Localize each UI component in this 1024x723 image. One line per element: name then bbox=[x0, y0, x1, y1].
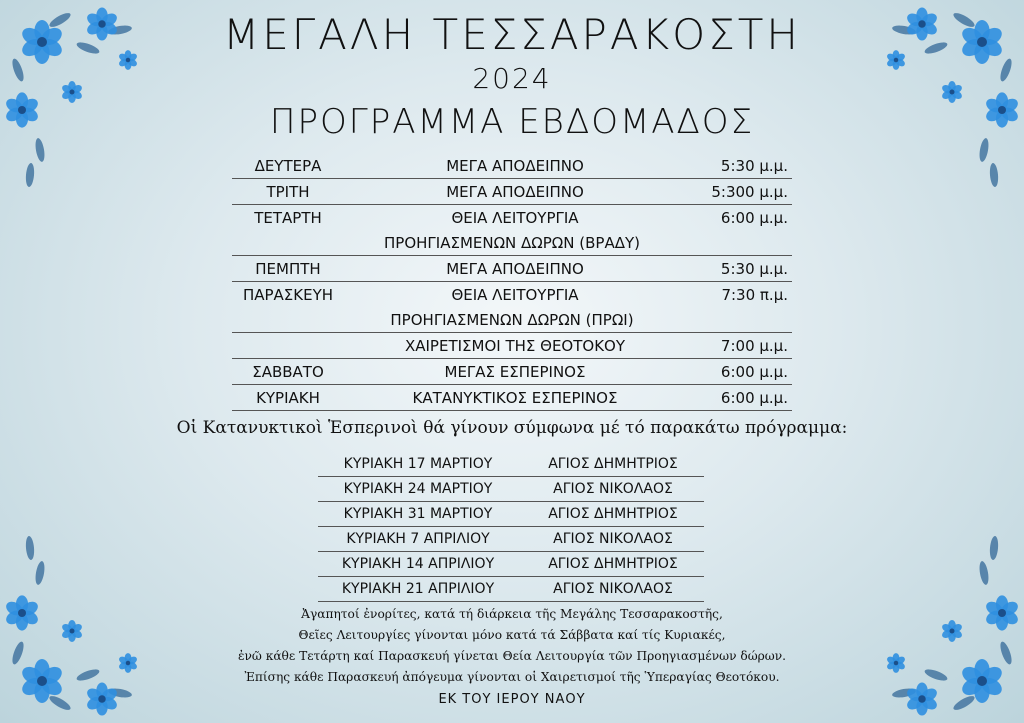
schedule-service: ΧΑΙΡΕΤΙΣΜΟΙ ΤΗΣ ΘΕΟΤΟΚΟΥ bbox=[404, 337, 626, 355]
vespers-row bbox=[318, 577, 704, 602]
schedule-service: ΜΕΓΑ ΑΠΟΔΕΙΠΝΟ bbox=[446, 157, 584, 175]
announcement-line: Ἀγαπητοί ἐνορίτες, κατά τή διάρκεια τῆς Μεγάλης Τεσσαρακοστῆς, bbox=[301, 607, 723, 621]
schedule-day: ΤΡΙΤΗ bbox=[266, 183, 310, 201]
schedule-row-continuation bbox=[232, 307, 792, 333]
announcement-line: Ἐπίσης κάθε Παρασκευή ἀπόγευμα γίνονται οἱ Χαιρετισμοί τῆς Ὑπεραγίας Θεοτόκου. bbox=[244, 670, 780, 684]
vespers-row bbox=[318, 552, 704, 577]
schedule-row bbox=[232, 359, 792, 385]
signature: ΕΚ ΤΟΥ ΙΕΡΟΥ ΝΑΟΥ bbox=[438, 692, 586, 707]
vespers-church: ΑΓΙΟΣ ΔΗΜΗΤΡΙΟΣ bbox=[548, 456, 678, 472]
schedule-service: ΘΕΙΑ ΛΕΙΤΟΥΡΓΙΑ bbox=[451, 209, 579, 227]
vespers-table bbox=[318, 452, 704, 602]
vespers-date: ΚΥΡΙΑΚΗ 21 ΑΠΡΙΛΙΟΥ bbox=[341, 581, 495, 597]
vespers-date: ΚΥΡΙΑΚΗ 31 ΜΑΡΤΙΟΥ bbox=[343, 506, 493, 522]
vespers-row bbox=[318, 452, 704, 477]
schedule-service: ΜΕΓΑ ΑΠΟΔΕΙΠΝΟ bbox=[446, 183, 584, 201]
vespers-church: ΑΓΙΟΣ ΝΙΚΟΛΑΟΣ bbox=[553, 531, 673, 547]
schedule-time: 6:00 μ.μ. bbox=[720, 363, 788, 381]
announcement-line: Θεῖες Λειτουργίες γίνονται μόνο κατά τά Σάββατα καί τίς Κυριακές, bbox=[298, 628, 726, 642]
vespers-row bbox=[318, 477, 704, 502]
vespers-date: ΚΥΡΙΑΚΗ 24 ΜΑΡΤΙΟΥ bbox=[343, 481, 493, 497]
schedule-service-continuation: ΠΡΟΗΓΙΑΣΜΕΝΩΝ ΔΩΡΩΝ (ΠΡΩΙ) bbox=[390, 311, 634, 329]
vespers-church: ΑΓΙΟΣ ΔΗΜΗΤΡΙΟΣ bbox=[548, 506, 678, 522]
year-label: 2024 bbox=[472, 62, 552, 95]
page-title: ΜΕΓΑΛΗ ΤΕΣΣΑΡΑΚΟΣΤΗ bbox=[222, 10, 801, 59]
schedule-time: 5:30 μ.μ. bbox=[720, 260, 788, 278]
schedule-day: ΚΥΡΙΑΚΗ bbox=[256, 389, 320, 407]
vespers-date: ΚΥΡΙΑΚΗ 17 ΜΑΡΤΙΟΥ bbox=[343, 456, 493, 472]
schedule-day: ΤΕΤΑΡΤΗ bbox=[254, 209, 322, 227]
vespers-date: ΚΥΡΙΑΚΗ 7 ΑΠΡΙΛΙΟΥ bbox=[346, 531, 490, 547]
schedule-row bbox=[232, 282, 792, 307]
schedule-row bbox=[232, 205, 792, 230]
schedule-time: 5:30 μ.μ. bbox=[720, 157, 788, 175]
schedule-service: ΘΕΙΑ ΛΕΙΤΟΥΡΓΙΑ bbox=[451, 286, 579, 304]
schedule-service: ΜΕΓΑ ΑΠΟΔΕΙΠΝΟ bbox=[446, 260, 584, 278]
schedule-time: 7:00 μ.μ. bbox=[720, 337, 788, 355]
schedule-row-continuation bbox=[232, 230, 792, 256]
page-subtitle: ΠΡΟΓΡΑΜΜΑ ΕΒΔΟΜΑΔΟΣ bbox=[269, 102, 755, 142]
vespers-row bbox=[318, 502, 704, 527]
schedule-time: 6:00 μ.μ. bbox=[720, 209, 788, 227]
schedule-time: 7:30 π.μ. bbox=[721, 286, 788, 304]
announcement-text bbox=[0, 604, 1024, 688]
schedule-day: ΠΑΡΑΣΚΕΥΗ bbox=[242, 286, 334, 304]
vespers-church: ΑΓΙΟΣ ΔΗΜΗΤΡΙΟΣ bbox=[548, 556, 678, 572]
schedule-service-continuation: ΠΡΟΗΓΙΑΣΜΕΝΩΝ ΔΩΡΩΝ (ΒΡΑΔΥ) bbox=[384, 234, 640, 252]
vespers-church: ΑΓΙΟΣ ΝΙΚΟΛΑΟΣ bbox=[553, 581, 673, 597]
schedule-time: 5:300 μ.μ. bbox=[711, 183, 788, 201]
schedule-row bbox=[232, 256, 792, 282]
schedule-row bbox=[232, 385, 792, 411]
schedule-time: 6:00 μ.μ. bbox=[720, 389, 788, 407]
schedule-day: ΠΕΜΠΤΗ bbox=[255, 260, 321, 278]
vespers-note: Οἱ Κατανυκτικοὶ Ἑσπερινοὶ θά γίνουν σύμφωνα μέ τό παρακάτω πρόγραμμα: bbox=[176, 418, 848, 438]
vespers-church: ΑΓΙΟΣ ΝΙΚΟΛΑΟΣ bbox=[553, 481, 673, 497]
announcement-line: ἐνῶ κάθε Τετάρτη καί Παρασκευή γίνεται Θεία Λειτουργία τῶν Προηγιασμένων δώρων. bbox=[237, 649, 787, 663]
schedule-service: ΜΕΓΑΣ ΕΣΠΕΡΙΝΟΣ bbox=[444, 363, 586, 381]
schedule-row bbox=[232, 179, 792, 205]
vespers-row bbox=[318, 527, 704, 552]
schedule-day: ΣΑΒΒΑΤΟ bbox=[252, 363, 324, 381]
vespers-date: ΚΥΡΙΑΚΗ 14 ΑΠΡΙΛΙΟΥ bbox=[341, 556, 495, 572]
schedule-service: ΚΑΤΑΝΥΚΤΙΚΟΣ ΕΣΠΕΡΙΝΟΣ bbox=[412, 389, 618, 407]
schedule-row bbox=[232, 153, 792, 179]
schedule-day: ΔΕΥΤΕΡΑ bbox=[254, 157, 322, 175]
schedule-row bbox=[232, 333, 792, 359]
weekly-schedule-table bbox=[232, 153, 792, 411]
